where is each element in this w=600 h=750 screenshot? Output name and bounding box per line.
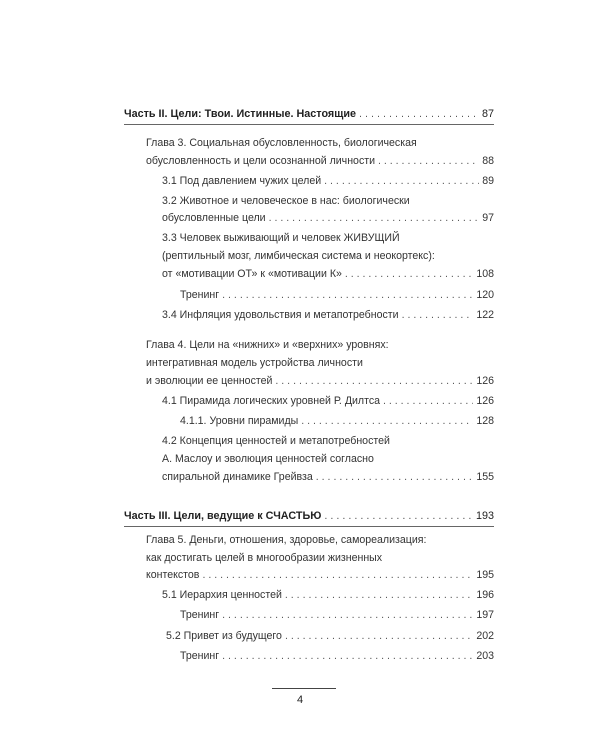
toc-label: 3.4 Инфляция удовольствия и метапотребности [162, 309, 399, 321]
toc-page-number: 126 [476, 375, 494, 387]
toc-entry-section-4-2 [162, 469, 494, 485]
toc-entry-chapter-5 [146, 567, 494, 583]
toc-page-number: 202 [476, 630, 494, 642]
toc-entry-section-4-2-line2: А. Маслоу и эволюция ценностей согласно [162, 453, 374, 465]
toc-page-number: 128 [476, 415, 494, 427]
page-number: 4 [296, 694, 304, 706]
toc-label: 5.1 Иерархия ценностей [162, 589, 282, 601]
toc-label: обусловленность и цели осознанной личности [146, 155, 376, 167]
toc-label: обусловленные цели [162, 212, 266, 224]
leader-dots [202, 567, 473, 583]
leader-dots [378, 153, 479, 169]
toc-entry-part-3 [124, 508, 494, 524]
toc-entry-training-1 [180, 287, 494, 303]
toc-entry-chapter-5-line1: Глава 5. Деньги, отношения, здоровье, самореализация: [146, 534, 427, 546]
toc-page-number: 87 [481, 108, 494, 120]
toc-page-number: 203 [476, 650, 494, 662]
toc-entry-chapter-4 [146, 373, 494, 389]
toc-label: 3.1 Под давлением чужих целей [162, 175, 322, 187]
leader-dots [285, 628, 473, 644]
toc-label: Тренинг [180, 650, 220, 662]
toc-entry-section-3-1 [162, 173, 494, 189]
toc-page-number: 126 [476, 395, 494, 407]
toc-entry-section-3-3 [162, 266, 494, 282]
leader-dots [383, 393, 473, 409]
toc-page-number: 122 [476, 309, 494, 321]
leader-dots [285, 587, 473, 603]
leader-dots [222, 287, 473, 303]
toc-label: 5.2 Привет из будущего [166, 630, 282, 642]
leader-dots [301, 413, 473, 429]
toc-entry-section-3-2-line1: 3.2 Животное и человеческое в нас: биологически [162, 195, 410, 207]
toc-entry-section-4-2-line1: 4.2 Концепция ценностей и метапотребностей [162, 435, 390, 447]
toc-page-number: 196 [476, 589, 494, 601]
toc-entry-section-3-2 [162, 210, 494, 226]
toc-page-number: 108 [476, 268, 494, 280]
toc-label: 4.1.1. Уровни пирамиды [180, 415, 299, 427]
toc-label: контекстов [146, 569, 200, 581]
toc-page-number: 97 [482, 212, 494, 224]
toc-entry-training-3 [180, 648, 494, 664]
toc-entry-chapter-3-line1: Глава 3. Социальная обусловленность, биологическая [146, 137, 417, 149]
divider [124, 124, 494, 125]
toc-label: спиральной динамике Грейвза [162, 471, 313, 483]
toc-page-number: 197 [476, 609, 494, 621]
toc-entry-section-5-1 [162, 587, 494, 603]
leader-dots [275, 373, 473, 389]
toc-page-number: 88 [482, 155, 494, 167]
toc-page-number: 89 [482, 175, 494, 187]
toc-entry-section-3-4 [162, 307, 494, 323]
toc-label: 4.1 Пирамида логических уровней Р. Дилтса [162, 395, 381, 407]
leader-dots [269, 210, 480, 226]
leader-dots [359, 106, 479, 122]
toc-entry-section-4-1 [162, 393, 494, 409]
toc-page-number: 193 [475, 510, 494, 522]
toc-entry-chapter-3 [146, 153, 494, 169]
toc-entry-chapter-4-line2: интегративная модель устройства личности [146, 357, 363, 369]
footer-rule [272, 688, 336, 689]
leader-dots [324, 173, 479, 189]
leader-dots [324, 508, 473, 524]
toc-entry-section-3-3-line2: (рептильный мозг, лимбическая система и неокортекс): [162, 250, 435, 262]
leader-dots [345, 266, 473, 282]
toc-label: Часть III. Цели, ведущие к СЧАСТЬЮ [124, 510, 322, 522]
toc-label: Тренинг [180, 609, 220, 621]
leader-dots [316, 469, 474, 485]
toc-page-number: 120 [476, 289, 494, 301]
toc-label: Часть II. Цели: Твои. Истинные. Настоящие [124, 108, 356, 120]
toc-label: Тренинг [180, 289, 220, 301]
leader-dots [402, 307, 474, 323]
toc-label: и эволюции ее ценностей [146, 375, 273, 387]
leader-dots [222, 607, 473, 623]
toc-entry-chapter-5-line2: как достигать целей в многообразии жизненных [146, 552, 383, 564]
toc-label: от «мотивации ОТ» к «мотивации К» [162, 268, 342, 280]
toc-entry-training-2 [180, 607, 494, 623]
toc-entry-part-2 [124, 106, 494, 122]
toc-entry-section-5-2 [166, 628, 494, 644]
toc-page-number: 155 [476, 471, 494, 483]
leader-dots [222, 648, 473, 664]
toc-entry-chapter-4-line1: Глава 4. Цели на «нижних» и «верхних» уровнях: [146, 339, 389, 351]
toc-entry-section-4-1-1 [180, 413, 494, 429]
toc-page-number: 195 [476, 569, 494, 581]
divider [124, 526, 494, 527]
toc-entry-section-3-3-line1: 3.3 Человек выживающий и человек ЖИВУЩИЙ [162, 232, 400, 244]
